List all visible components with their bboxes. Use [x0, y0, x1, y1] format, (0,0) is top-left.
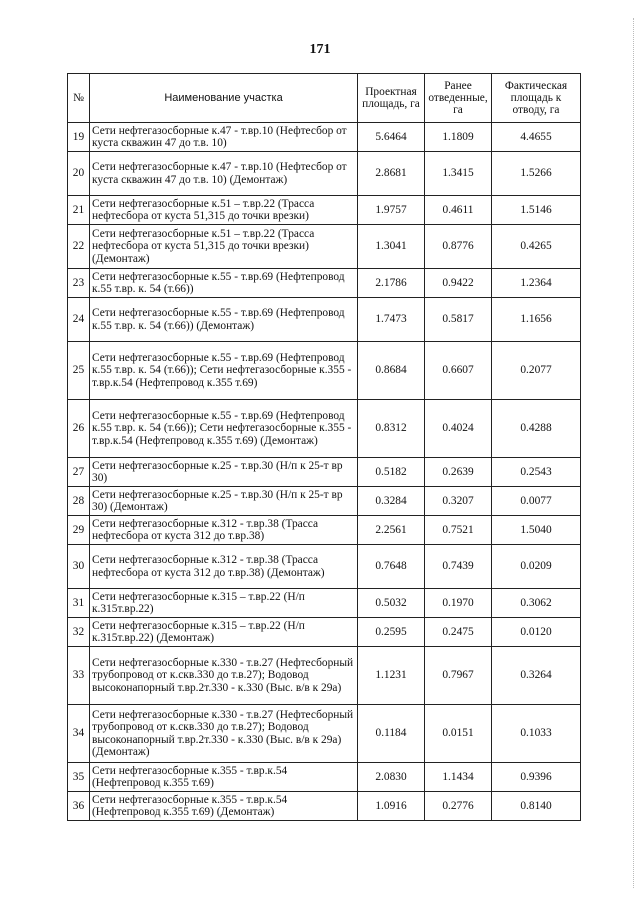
section-name: Сети нефтегазосборные к.355 - т.вр.к.54 (Нефтепровод к.355 т.69) [90, 763, 358, 792]
table-row [68, 647, 581, 705]
table-row [68, 589, 581, 618]
previously-allocated-value: 0.1970 [425, 589, 492, 618]
project-area-value: 1.7473 [358, 298, 425, 342]
previously-allocated-value: 0.3207 [425, 487, 492, 516]
table-row [68, 342, 581, 400]
project-area-value: 2.1786 [358, 269, 425, 298]
previously-allocated-value: 1.1809 [425, 123, 492, 152]
row-number: 19 [68, 123, 90, 152]
row-number: 30 [68, 545, 90, 589]
actual-area-value: 0.0209 [492, 545, 581, 589]
row-number: 32 [68, 618, 90, 647]
previously-allocated-value: 0.5817 [425, 298, 492, 342]
table-row [68, 618, 581, 647]
section-name: Сети нефтегазосборные к.315 – т.вр.22 (Н/п к.315т.вр.22) [90, 589, 358, 618]
table-row [68, 516, 581, 545]
section-name: Сети нефтегазосборные к.55 - т.вр.69 (Нефтепровод к.55 т.вр. к. 54 (т.66)); Сети нефтегазосборные к.355 - т.вр.к.54 (Нефтепровод к.355 т.69) [90, 342, 358, 400]
actual-area-value: 0.2077 [492, 342, 581, 400]
section-name: Сети нефтегазосборные к.312 - т.вр.38 (Трасса нефтесбора от куста 312 до т.вр.38) (Демонтаж) [90, 545, 358, 589]
previously-allocated-value: 0.2639 [425, 458, 492, 487]
actual-area-value: 1.2364 [492, 269, 581, 298]
project-area-value: 0.5182 [358, 458, 425, 487]
project-area-value: 0.8312 [358, 400, 425, 458]
actual-area-value: 0.3062 [492, 589, 581, 618]
actual-area-value: 0.4265 [492, 225, 581, 269]
actual-area-value: 1.1656 [492, 298, 581, 342]
table-row [68, 152, 581, 196]
actual-area-value: 1.5040 [492, 516, 581, 545]
actual-area-value: 0.4288 [492, 400, 581, 458]
section-name: Сети нефтегазосборные к.55 - т.вр.69 (Нефтепровод к.55 т.вр. к. 54 (т.66)) [90, 269, 358, 298]
page-number: 171 [309, 42, 331, 57]
actual-area-value: 0.9396 [492, 763, 581, 792]
section-name: Сети нефтегазосборные к.330 - т.в.27 (Нефтесборный трубопровод от к.скв.330 до т.в.27); Водовод высоконапорный т.вр.2т.330 - к.330 (Выс. в/в к 29а) [90, 647, 358, 705]
table-row [68, 487, 581, 516]
project-area-value: 0.2595 [358, 618, 425, 647]
table-row [68, 123, 581, 152]
section-name: Сети нефтегазосборные к.330 - т.в.27 (Нефтесборный трубопровод от к.скв.330 до т.в.27); Водовод высоконапорный т.вр.2т.330 - к.330 (Выс. в/в к 29а) (Демонтаж) [90, 705, 358, 763]
table-header-row [68, 74, 581, 123]
table-body [68, 123, 581, 821]
row-number: 22 [68, 225, 90, 269]
row-number: 35 [68, 763, 90, 792]
table-row [68, 705, 581, 763]
table-row [68, 196, 581, 225]
previously-allocated-value: 0.7521 [425, 516, 492, 545]
row-number: 20 [68, 152, 90, 196]
section-name: Сети нефтегазосборные к.355 - т.вр.к.54 (Нефтепровод к.355 т.69) (Демонтаж) [90, 792, 358, 821]
section-name: Сети нефтегазосборные к.25 - т.вр.30 (Н/п к 25-т вр 30) [90, 458, 358, 487]
actual-area-value: 4.4655 [492, 123, 581, 152]
row-number: 33 [68, 647, 90, 705]
table-row [68, 225, 581, 269]
actual-area-value: 1.5266 [492, 152, 581, 196]
previously-allocated-value: 0.9422 [425, 269, 492, 298]
header-name: Наименование участка [90, 74, 358, 123]
section-name: Сети нефтегазосборные к.47 - т.вр.10 (Нефтесбор от куста скважин 47 до т.в. 10) (Демонтаж) [90, 152, 358, 196]
row-number: 34 [68, 705, 90, 763]
row-number: 27 [68, 458, 90, 487]
actual-area-value: 0.0077 [492, 487, 581, 516]
row-number: 26 [68, 400, 90, 458]
section-name: Сети нефтегазосборные к.25 - т.вр.30 (Н/п к 25-т вр 30) (Демонтаж) [90, 487, 358, 516]
previously-allocated-value: 0.7439 [425, 545, 492, 589]
row-number: 36 [68, 792, 90, 821]
section-name: Сети нефтегазосборные к.55 - т.вр.69 (Нефтепровод к.55 т.вр. к. 54 (т.66)) (Демонтаж) [90, 298, 358, 342]
table-row [68, 545, 581, 589]
actual-area-value: 1.5146 [492, 196, 581, 225]
row-number: 23 [68, 269, 90, 298]
row-number: 25 [68, 342, 90, 400]
project-area-value: 0.3284 [358, 487, 425, 516]
project-area-value: 0.7648 [358, 545, 425, 589]
row-number: 31 [68, 589, 90, 618]
section-name: Сети нефтегазосборные к.51 – т.вр.22 (Трасса нефтесбора от куста 51,315 до точки врезки) (Демонтаж) [90, 225, 358, 269]
project-area-value: 0.8684 [358, 342, 425, 400]
previously-allocated-value: 0.8776 [425, 225, 492, 269]
project-area-value: 1.0916 [358, 792, 425, 821]
header-actual-area: Фактическая площадь к отводу, га [492, 74, 581, 123]
land-allocation-table [67, 73, 581, 821]
section-name: Сети нефтегазосборные к.312 - т.вр.38 (Трасса нефтесбора от куста 312 до т.вр.38) [90, 516, 358, 545]
previously-allocated-value: 0.2776 [425, 792, 492, 821]
actual-area-value: 0.3264 [492, 647, 581, 705]
table-row [68, 269, 581, 298]
table-row [68, 792, 581, 821]
table-row [68, 458, 581, 487]
previously-allocated-value: 0.4024 [425, 400, 492, 458]
project-area-value: 2.0830 [358, 763, 425, 792]
row-number: 21 [68, 196, 90, 225]
actual-area-value: 0.8140 [492, 792, 581, 821]
section-name: Сети нефтегазосборные к.315 – т.вр.22 (Н/п к.315т.вр.22) (Демонтаж) [90, 618, 358, 647]
table-row [68, 400, 581, 458]
actual-area-value: 0.2543 [492, 458, 581, 487]
header-project-area: Проектная площадь, га [358, 74, 425, 123]
section-name: Сети нефтегазосборные к.47 - т.вр.10 (Нефтесбор от куста скважин 47 до т.в. 10) [90, 123, 358, 152]
project-area-value: 0.1184 [358, 705, 425, 763]
section-name: Сети нефтегазосборные к.55 - т.вр.69 (Нефтепровод к.55 т.вр. к. 54 (т.66)); Сети нефтегазосборные к.355 - т.вр.к.54 (Нефтепровод к.355 т.69) (Демонтаж) [90, 400, 358, 458]
actual-area-value: 0.0120 [492, 618, 581, 647]
table-row [68, 763, 581, 792]
previously-allocated-value: 0.6607 [425, 342, 492, 400]
row-number: 28 [68, 487, 90, 516]
row-number: 24 [68, 298, 90, 342]
project-area-value: 1.9757 [358, 196, 425, 225]
previously-allocated-value: 0.2475 [425, 618, 492, 647]
actual-area-value: 0.1033 [492, 705, 581, 763]
previously-allocated-value: 0.7967 [425, 647, 492, 705]
previously-allocated-value: 1.1434 [425, 763, 492, 792]
project-area-value: 1.3041 [358, 225, 425, 269]
header-num: № [68, 74, 90, 123]
section-name: Сети нефтегазосборные к.51 – т.вр.22 (Трасса нефтесбора от куста 51,315 до точки врезки) [90, 196, 358, 225]
project-area-value: 2.2561 [358, 516, 425, 545]
project-area-value: 0.5032 [358, 589, 425, 618]
previously-allocated-value: 0.4611 [425, 196, 492, 225]
project-area-value: 2.8681 [358, 152, 425, 196]
row-number: 29 [68, 516, 90, 545]
header-previously-allocated: Ранее отведенные, га [425, 74, 492, 123]
previously-allocated-value: 1.3415 [425, 152, 492, 196]
table-row [68, 298, 581, 342]
project-area-value: 1.1231 [358, 647, 425, 705]
project-area-value: 5.6464 [358, 123, 425, 152]
previously-allocated-value: 0.0151 [425, 705, 492, 763]
scan-edge-mark [630, 18, 634, 888]
